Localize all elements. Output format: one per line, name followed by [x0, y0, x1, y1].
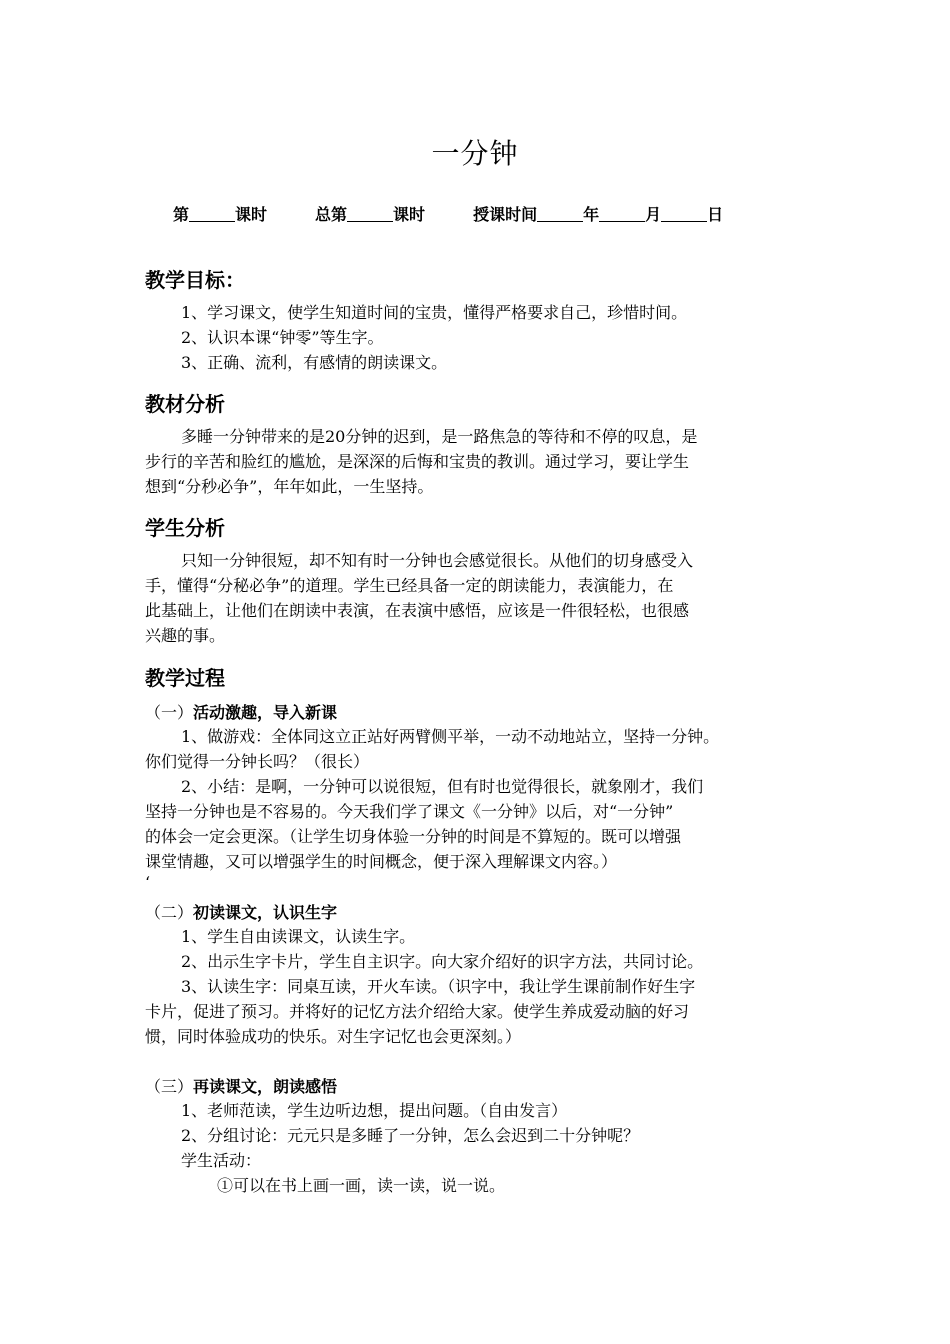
part3-paren: （三） [145, 1077, 194, 1096]
part2-line: 3、认读生字：同桌互读，开火车读。（识字中，我让学生课前制作好生字 [181, 977, 696, 996]
part1-line: 你们觉得一分钟长吗？（很长） [145, 752, 370, 771]
part1-line: 1、做游戏：全体同这立正站好两臂侧平举，一动不动地站立，坚持一分钟。 [181, 727, 720, 746]
student-line: 手，懂得“分秘必争”的道理。学生已经具备一定的朗读能力，表演能力，在 [145, 576, 674, 595]
meta-di: 第 [173, 205, 190, 224]
student-line: 兴趣的事。 [145, 626, 226, 645]
part1-line: 坚持一分钟也是不容易的。今天我们学了课文《一分钟》以后，对“一分钟” [145, 802, 674, 821]
part2-paren: （二） [145, 903, 194, 922]
part2-line: 2、出示生字卡片，学生自主识字。向大家介绍好的识字方法，共同讨论。 [181, 952, 704, 971]
part1-line: 课堂情趣，又可以增强学生的时间概念，便于深入理解课文内容。） [145, 852, 618, 871]
material-line: 步行的辛苦和脸红的尴尬，是深深的后悔和宝贵的教训。通过学习，要让学生 [145, 452, 690, 471]
page-title: 一分钟 [431, 137, 519, 170]
material-line: 多睡一分钟带来的是20分钟的迟到，是一路焦急的等待和不停的叹息，是 [181, 427, 698, 446]
part3-line: 学生活动： [181, 1151, 262, 1170]
part1-paren: （一） [145, 703, 194, 722]
part2-line: 惯，同时体验成功的快乐。对生字记忆也会更深刻。） [145, 1027, 522, 1046]
part1-line: ‘ [145, 873, 151, 892]
meta-keshi-total: 课时 [393, 205, 426, 224]
goals-heading: 教学目标： [145, 268, 245, 292]
blank-total-lesson [347, 205, 393, 222]
part3-title: 再读课文，朗读感悟 [193, 1077, 338, 1096]
student-line: 此基础上，让他们在朗读中表演，在表演中感悟，应该是一件很轻松，也很感 [145, 601, 690, 620]
part3-line: 2、分组讨论：元元只是多睡了一分钟，怎么会迟到二十分钟呢？ [181, 1126, 640, 1145]
meta-nian: 年 [583, 205, 600, 224]
part3-line: 1、老师范读，学生边听边想，提出问题。（自由发言） [181, 1101, 568, 1120]
part2-line: 1、学生自由读课文，认读生字。 [181, 927, 416, 946]
blank-lesson-number [189, 205, 235, 222]
part1-title: 活动激趣，导入新课 [193, 703, 338, 722]
goal-item: 3、正确、流利，有感情的朗读课文。 [181, 353, 448, 372]
student-line: 只知一分钟很短，却不知有时一分钟也会感觉很长。从他们的切身感受入 [181, 551, 694, 570]
meta-shouke: 授课时间 [473, 205, 538, 224]
lesson-meta-line [173, 202, 813, 225]
part3-heading [145, 1074, 337, 1097]
meta-yue: 月 [645, 205, 662, 224]
part1-line: 2、小结：是啊，一分钟可以说很短，但有时也觉得很长，就象刚才，我们 [181, 777, 704, 796]
meta-zongdi: 总第 [315, 205, 348, 224]
student-heading: 学生分析 [145, 516, 225, 540]
part2-line: 卡片，促进了预习。并将好的记忆方法介绍给大家。使学生养成爱动脑的好习 [145, 1002, 690, 1021]
part2-title: 初读课文，认识生字 [193, 903, 338, 922]
part3-line: ①可以在书上画一画，读一读，说一说。 [217, 1176, 506, 1195]
goal-item: 2、认识本课“钟零”等生字。 [181, 328, 384, 347]
part2-heading [145, 900, 337, 923]
meta-keshi: 课时 [235, 205, 268, 224]
part1-heading [145, 700, 337, 723]
blank-day [661, 205, 707, 222]
blank-month [599, 205, 645, 222]
meta-ri: 日 [707, 205, 724, 224]
process-heading: 教学过程 [145, 666, 225, 690]
part1-line: 的体会一定会更深。（让学生切身体验一分钟的时间是不算短的。既可以增强 [145, 827, 682, 846]
material-heading: 教材分析 [145, 392, 225, 416]
blank-year [537, 205, 583, 222]
material-line: 想到“分秒必争”，年年如此，一生坚持。 [145, 477, 434, 496]
goal-item: 1、学习课文，使学生知道时间的宝贵，懂得严格要求自己，珍惜时间。 [181, 303, 688, 322]
